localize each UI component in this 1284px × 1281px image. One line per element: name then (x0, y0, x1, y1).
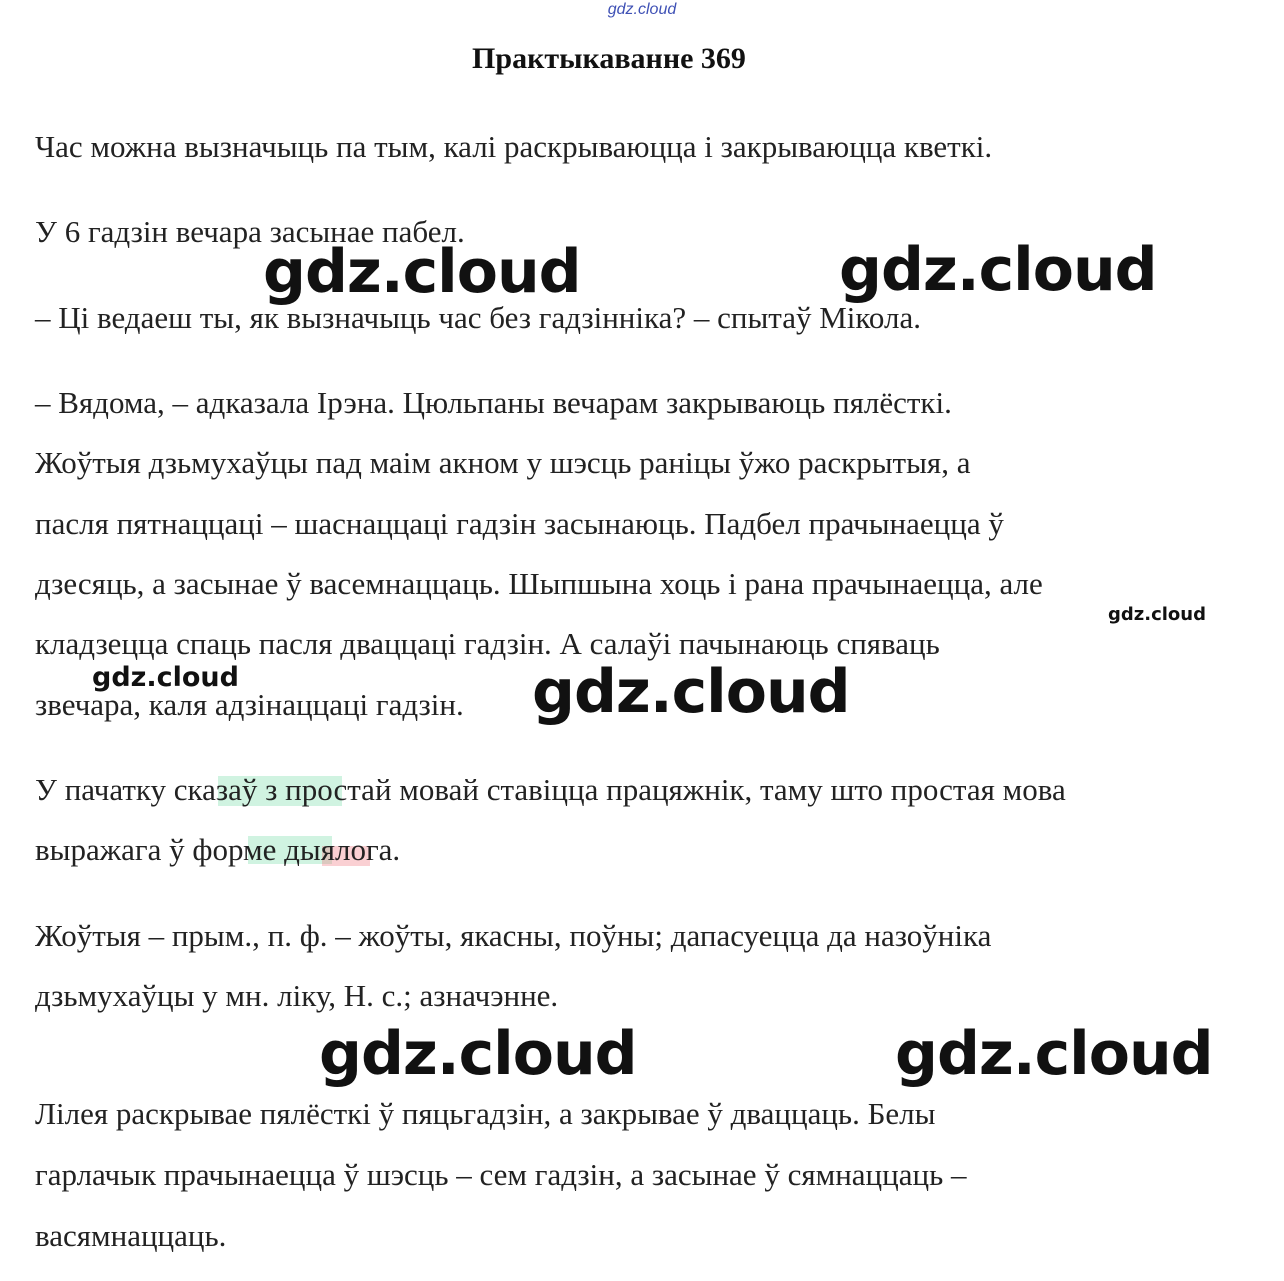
watermark-logo: gdz.cloud (895, 1019, 1213, 1089)
text-line: гарлачык прачынаецца ў шэсць – сем гадзін, а засынае ў сямнаццаць – (35, 1157, 967, 1192)
watermark-logo: gdz.cloud (92, 662, 239, 693)
text-line: Лілея раскрывае пялёсткі ў пяцьгадзін, а закрывае ў дваццаць. Белы (35, 1096, 936, 1131)
watermark-logo: gdz.cloud (1108, 604, 1206, 625)
text-line: – Ці ведаеш ты, як вызначыць час без гадзінніка? – спытаў Мікола. (35, 300, 921, 335)
text-line: У 6 гадзін вечара засынае пабел. (35, 214, 465, 249)
text-line: дзесяць, а засынае ў васемнаццаць. Шыпшына хоць і рана прачынаецца, але (35, 566, 1043, 601)
text-line: Час можна вызначыць па тым, калі раскрываюцца і закрываюцца кветкі. (35, 129, 993, 164)
text-line: васямнаццаць. (35, 1218, 227, 1253)
text-line: Жоўтыя дзьмухаўцы пад маім акном у шэсць раніцы ўжо раскрытыя, а (35, 445, 971, 480)
page-title: Практыкаванне 369 (472, 42, 746, 75)
watermark-logo: gdz.cloud (263, 237, 581, 307)
text-line: пасля пятнаццаці – шаснаццаці гадзін засынаюць. Падбел прачынаецца ў (35, 506, 1004, 541)
text-line: кладзецца спаць пасля дваццаці гадзін. А салаўі пачынаюць спяваць (35, 626, 940, 661)
text-line: Жоўтыя – прым., п. ф. – жоўты, якасны, поўны; дапасуецца да назоўніка (35, 918, 992, 953)
watermark-logo: gdz.cloud (319, 1019, 637, 1089)
text-line: дзьмухаўцы у мн. ліку, Н. с.; азначэнне. (35, 978, 559, 1013)
text-line: – Вядома, – адказала Ірэна. Цюльпаны вечарам закрываюць пялёсткі. (35, 385, 952, 420)
text-line: звечара, каля адзінаццаці гадзін. (35, 687, 464, 722)
site-watermark-top: gdz.cloud (607, 1, 677, 18)
text-line: выражага ў форме дыялога. (35, 832, 401, 867)
watermark-logo: gdz.cloud (532, 657, 850, 727)
watermark-logo: gdz.cloud (839, 235, 1157, 305)
text-line: У пачатку сказаў з простай мовай ставіцца працяжнік, таму што простая мова (35, 772, 1066, 807)
